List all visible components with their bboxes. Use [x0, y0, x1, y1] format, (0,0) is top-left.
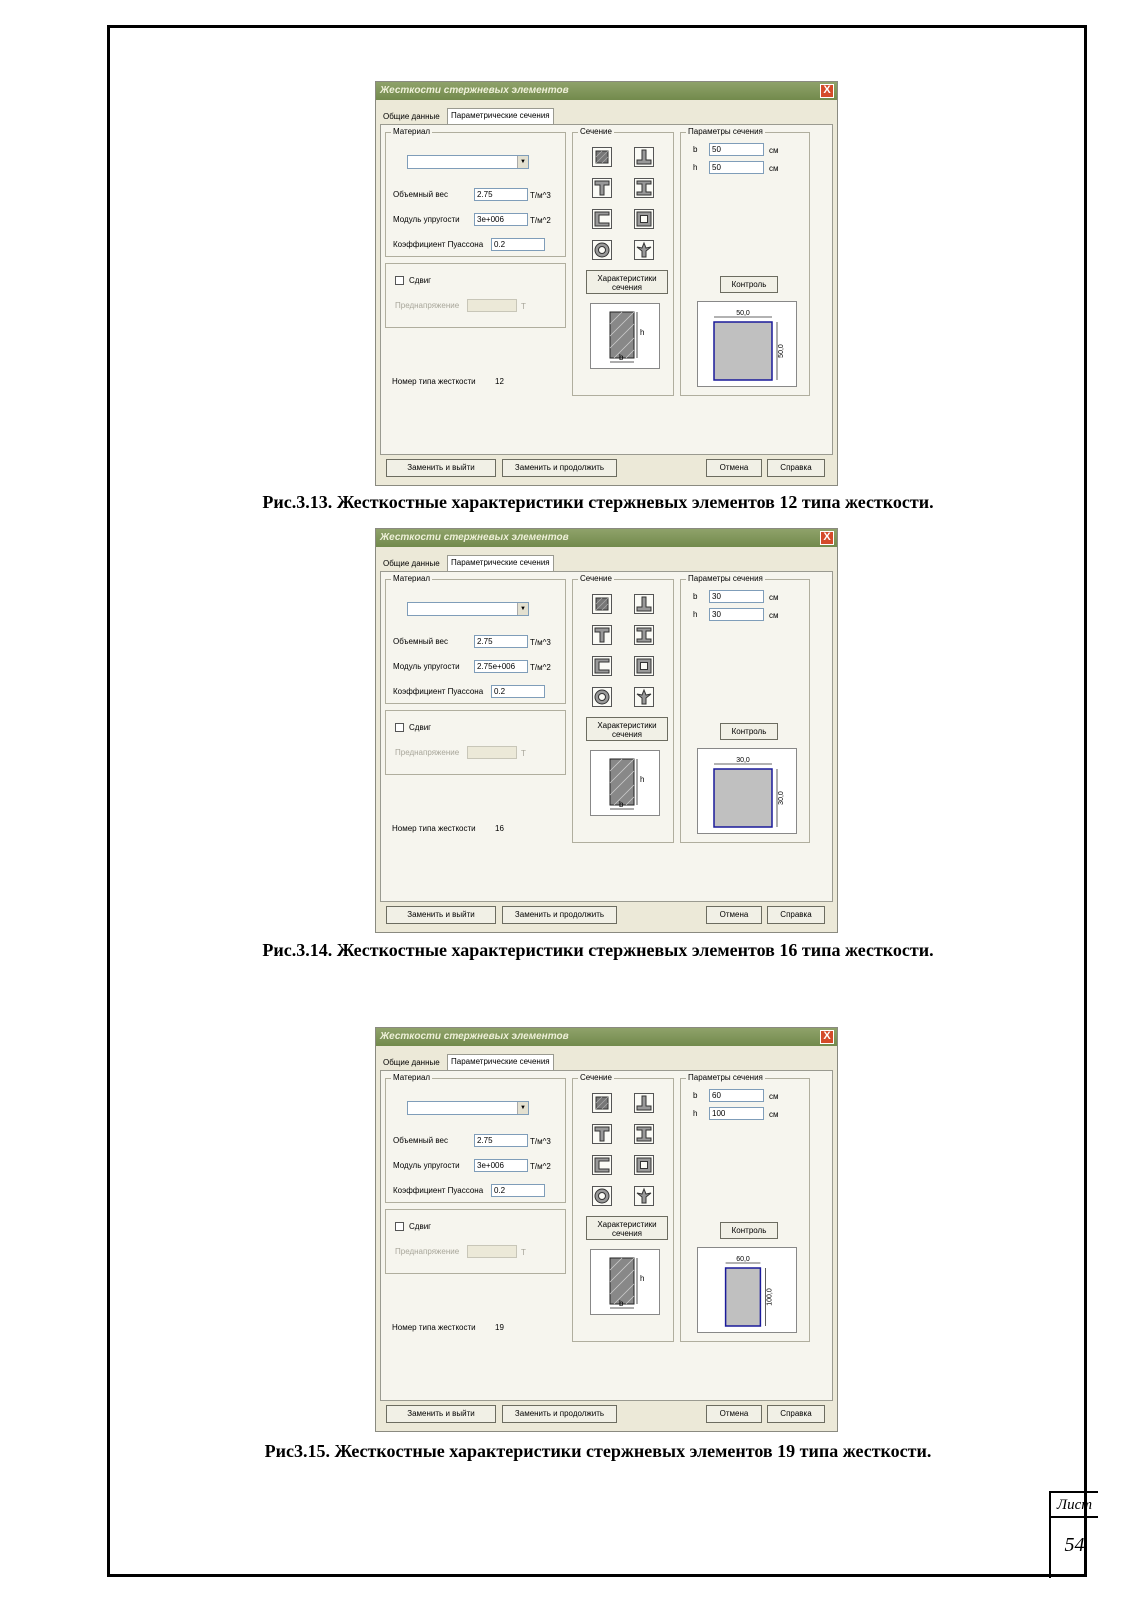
tab-parametric[interactable]: Параметрические сечения: [447, 108, 554, 125]
section-preview-svg: [698, 1248, 796, 1332]
section-preview-rect: [714, 322, 772, 380]
shear-group: [385, 263, 566, 328]
section-params-group: [680, 1073, 810, 1342]
channel-icon[interactable]: [592, 1155, 612, 1175]
material-group-title: Материал: [393, 127, 431, 136]
dialog-title: Жесткости стержневых элементов: [380, 1031, 569, 1042]
stiffness-dialog-1: [375, 81, 838, 486]
tee-icon[interactable]: [592, 1124, 612, 1144]
ring-icon[interactable]: [592, 1186, 612, 1206]
tee-icon[interactable]: [592, 625, 612, 645]
b-unit: см: [769, 146, 779, 155]
section-preview: [697, 1247, 797, 1333]
material-combo[interactable]: [407, 602, 529, 616]
modulus-label: Модуль упругости: [393, 215, 460, 224]
i-beam-icon[interactable]: [634, 178, 654, 198]
tab-general[interactable]: Общие данные: [383, 559, 440, 568]
sketch-b-label: b: [619, 353, 624, 362]
h-unit: см: [769, 164, 779, 173]
material-combo[interactable]: [407, 155, 529, 169]
preview-b-label: 50,0: [736, 310, 750, 317]
density-unit: Т/м^3: [530, 1137, 551, 1146]
section-group: [572, 1073, 674, 1342]
modulus-input[interactable]: 2.75e+006: [474, 660, 528, 673]
prestress-unit: Т: [521, 302, 526, 311]
box-icon[interactable]: [634, 1155, 654, 1175]
section-preview-svg: [698, 749, 796, 833]
poisson-input[interactable]: 0.2: [491, 1184, 545, 1197]
channel-icon[interactable]: [592, 209, 612, 229]
b-input[interactable]: 30: [709, 590, 764, 603]
b-label: b: [693, 592, 698, 601]
section-sketch: [590, 750, 660, 816]
modulus-label: Модуль упругости: [393, 1161, 460, 1170]
h-unit: см: [769, 611, 779, 620]
h-label: h: [693, 1109, 698, 1118]
tab-panel: [380, 124, 833, 455]
shear-label: Сдвиг: [409, 1222, 432, 1231]
section-group: [572, 574, 674, 843]
rectangle-icon[interactable]: [592, 1093, 612, 1113]
prestress-input: [467, 1245, 517, 1258]
tab-panel: [380, 571, 833, 902]
cross-icon[interactable]: [634, 240, 654, 260]
material-group: [385, 1073, 566, 1203]
dialog-title: Жесткости стержневых элементов: [380, 532, 569, 543]
sketch-h-label: h: [640, 328, 645, 337]
section-group-title: Сечение: [580, 127, 612, 136]
poisson-label: Коэффициент Пуассона: [393, 240, 484, 249]
modulus-unit: Т/м^2: [530, 1162, 551, 1171]
i-beam-icon[interactable]: [634, 625, 654, 645]
prestress-input: [467, 299, 517, 312]
chevron-down-icon[interactable]: ▼: [517, 603, 528, 615]
prestress-label: Преднапряжение: [395, 748, 460, 757]
section-characteristics-line2: сечения: [611, 283, 643, 292]
box-icon[interactable]: [634, 209, 654, 229]
density-input[interactable]: 2.75: [474, 188, 528, 201]
dialog-title: Жесткости стержневых элементов: [380, 85, 569, 96]
h-label: h: [693, 610, 698, 619]
section-sketch: [590, 1249, 660, 1315]
section-params-title: Параметры сечения: [688, 127, 763, 136]
density-label: Объемный вес: [393, 1136, 448, 1145]
stiffness-dialog-2: [375, 528, 838, 933]
section-characteristics-button[interactable]: [586, 717, 668, 741]
poisson-input[interactable]: 0.2: [491, 238, 545, 251]
section-preview-rect: [726, 1268, 761, 1326]
chevron-down-icon[interactable]: ▼: [517, 1102, 528, 1114]
type-number-value: 12: [495, 377, 504, 386]
dialog-titlebar[interactable]: [376, 529, 837, 547]
type-number-value: 19: [495, 1323, 504, 1332]
control-button[interactable]: Контроль: [720, 1222, 778, 1239]
replace-exit-button[interactable]: Заменить и выйти: [386, 459, 496, 477]
b-unit: см: [769, 593, 779, 602]
replace-exit-button[interactable]: Заменить и выйти: [386, 1405, 496, 1423]
b-input[interactable]: 50: [709, 143, 764, 156]
box-icon[interactable]: [634, 656, 654, 676]
density-label: Объемный вес: [393, 637, 448, 646]
dialog-titlebar[interactable]: [376, 1028, 837, 1046]
stiffness-dialog-3: [375, 1027, 838, 1432]
shear-checkbox[interactable]: [395, 1222, 404, 1231]
shear-checkbox[interactable]: [395, 723, 404, 732]
modulus-input[interactable]: 3e+006: [474, 213, 528, 226]
channel-icon[interactable]: [592, 656, 612, 676]
section-group-title: Сечение: [580, 574, 612, 583]
preview-h-label: 30,0: [778, 791, 785, 805]
h-label: h: [693, 163, 698, 172]
material-group: [385, 574, 566, 704]
sketch-h-label: h: [640, 1274, 645, 1283]
replace-exit-button[interactable]: Заменить и выйти: [386, 906, 496, 924]
h-input[interactable]: 100: [709, 1107, 764, 1120]
type-number-label: Номер типа жесткости: [392, 824, 476, 833]
prestress-unit: Т: [521, 1248, 526, 1257]
figure-caption-2: Рис.3.14. Жесткостные характеристики стержневых элементов 16 типа жесткости.: [262, 940, 934, 960]
density-unit: Т/м^3: [530, 638, 551, 647]
type-number-label: Номер типа жесткости: [392, 1323, 476, 1332]
cancel-button[interactable]: Отмена: [706, 1405, 762, 1423]
material-group: [385, 127, 566, 257]
shear-label: Сдвиг: [409, 276, 432, 285]
density-input[interactable]: 2.75: [474, 635, 528, 648]
density-unit: Т/м^3: [530, 191, 551, 200]
type-number-label: Номер типа жесткости: [392, 377, 476, 386]
tab-general[interactable]: Общие данные: [383, 1058, 440, 1067]
tab-panel: [380, 1070, 833, 1401]
i-beam-icon[interactable]: [634, 1124, 654, 1144]
replace-continue-button[interactable]: Заменить и продолжить: [502, 1405, 617, 1423]
inverted-tee-icon[interactable]: [634, 1093, 654, 1113]
ring-icon[interactable]: [592, 687, 612, 707]
b-label: b: [693, 1091, 698, 1100]
close-button[interactable]: X: [820, 1030, 834, 1044]
b-label: b: [693, 145, 698, 154]
replace-continue-button[interactable]: Заменить и продолжить: [502, 906, 617, 924]
ring-icon[interactable]: [592, 240, 612, 260]
density-label: Объемный вес: [393, 190, 448, 199]
poisson-input[interactable]: 0.2: [491, 685, 545, 698]
h-input[interactable]: 50: [709, 161, 764, 174]
section-preview: [697, 301, 797, 387]
tee-icon[interactable]: [592, 178, 612, 198]
inverted-tee-icon[interactable]: [634, 147, 654, 167]
density-input[interactable]: 2.75: [474, 1134, 528, 1147]
sketch-b-label: b: [619, 800, 624, 809]
section-characteristics-line1: Характеристики: [597, 721, 657, 730]
material-group-title: Материал: [393, 574, 431, 583]
preview-b-label: 30,0: [736, 757, 750, 764]
preview-h-label: 50,0: [778, 344, 785, 358]
cross-icon[interactable]: [634, 1186, 654, 1206]
section-characteristics-line2: сечения: [611, 730, 643, 739]
dialog-titlebar[interactable]: [376, 82, 837, 100]
sheet-number: 54: [1049, 1516, 1098, 1578]
modulus-unit: Т/м^2: [530, 216, 551, 225]
material-combo[interactable]: [407, 1101, 529, 1115]
section-preview-rect: [714, 769, 772, 827]
b-unit: см: [769, 1092, 779, 1101]
chevron-down-icon[interactable]: ▼: [517, 156, 528, 168]
h-unit: см: [769, 1110, 779, 1119]
section-characteristics-line1: Характеристики: [597, 1220, 657, 1229]
shear-label: Сдвиг: [409, 723, 432, 732]
section-params-group: [680, 127, 810, 396]
sketch-b-label: b: [619, 1299, 624, 1308]
help-button[interactable]: Справка: [767, 459, 825, 477]
cross-icon[interactable]: [634, 687, 654, 707]
preview-h-label: 100,0: [766, 1288, 774, 1306]
cancel-button[interactable]: Отмена: [706, 459, 762, 477]
modulus-input[interactable]: 3e+006: [474, 1159, 528, 1172]
help-button[interactable]: Справка: [767, 1405, 825, 1423]
close-button[interactable]: X: [820, 531, 834, 545]
rectangle-icon[interactable]: [592, 147, 612, 167]
control-button[interactable]: Контроль: [720, 276, 778, 293]
material-group-title: Материал: [393, 1073, 431, 1082]
prestress-input: [467, 746, 517, 759]
figure-caption-1: Рис.3.13. Жесткостные характеристики стержневых элементов 12 типа жесткости.: [262, 492, 934, 512]
section-characteristics-line1: Характеристики: [597, 274, 657, 283]
section-params-group: [680, 574, 810, 843]
section-preview: [697, 748, 797, 834]
tab-general[interactable]: Общие данные: [383, 112, 440, 121]
close-button[interactable]: X: [820, 84, 834, 98]
modulus-unit: Т/м^2: [530, 663, 551, 672]
section-params-title: Параметры сечения: [688, 1073, 763, 1082]
poisson-label: Коэффициент Пуассона: [393, 687, 484, 696]
section-group: [572, 127, 674, 396]
prestress-unit: Т: [521, 749, 526, 758]
prestress-label: Преднапряжение: [395, 301, 460, 310]
shear-checkbox[interactable]: [395, 276, 404, 285]
section-group-title: Сечение: [580, 1073, 612, 1082]
sheet-stamp: [1049, 1491, 1099, 1588]
replace-continue-button[interactable]: Заменить и продолжить: [502, 459, 617, 477]
inverted-tee-icon[interactable]: [634, 594, 654, 614]
section-characteristics-line2: сечения: [611, 1229, 643, 1238]
sheet-label: Лист: [1049, 1491, 1098, 1518]
shear-group: [385, 1209, 566, 1274]
section-preview-svg: [698, 302, 796, 386]
shear-group: [385, 710, 566, 775]
prestress-label: Преднапряжение: [395, 1247, 460, 1256]
rectangle-icon[interactable]: [592, 594, 612, 614]
tab-parametric[interactable]: Параметрические сечения: [447, 555, 554, 572]
section-sketch: [590, 303, 660, 369]
section-params-title: Параметры сечения: [688, 574, 763, 583]
modulus-label: Модуль упругости: [393, 662, 460, 671]
section-characteristics-button[interactable]: [586, 1216, 668, 1240]
type-number-value: 16: [495, 824, 504, 833]
poisson-label: Коэффициент Пуассона: [393, 1186, 484, 1195]
help-button[interactable]: Справка: [767, 906, 825, 924]
tab-parametric[interactable]: Параметрические сечения: [447, 1054, 554, 1071]
preview-b-label: 60,0: [736, 1256, 750, 1263]
h-input[interactable]: 30: [709, 608, 764, 621]
control-button[interactable]: Контроль: [720, 723, 778, 740]
cancel-button[interactable]: Отмена: [706, 906, 762, 924]
b-input[interactable]: 60: [709, 1089, 764, 1102]
section-characteristics-button[interactable]: [586, 270, 668, 294]
figure-caption-3: Рис3.15. Жесткостные характеристики стержневых элементов 19 типа жесткости.: [264, 1441, 932, 1461]
sketch-h-label: h: [640, 775, 645, 784]
